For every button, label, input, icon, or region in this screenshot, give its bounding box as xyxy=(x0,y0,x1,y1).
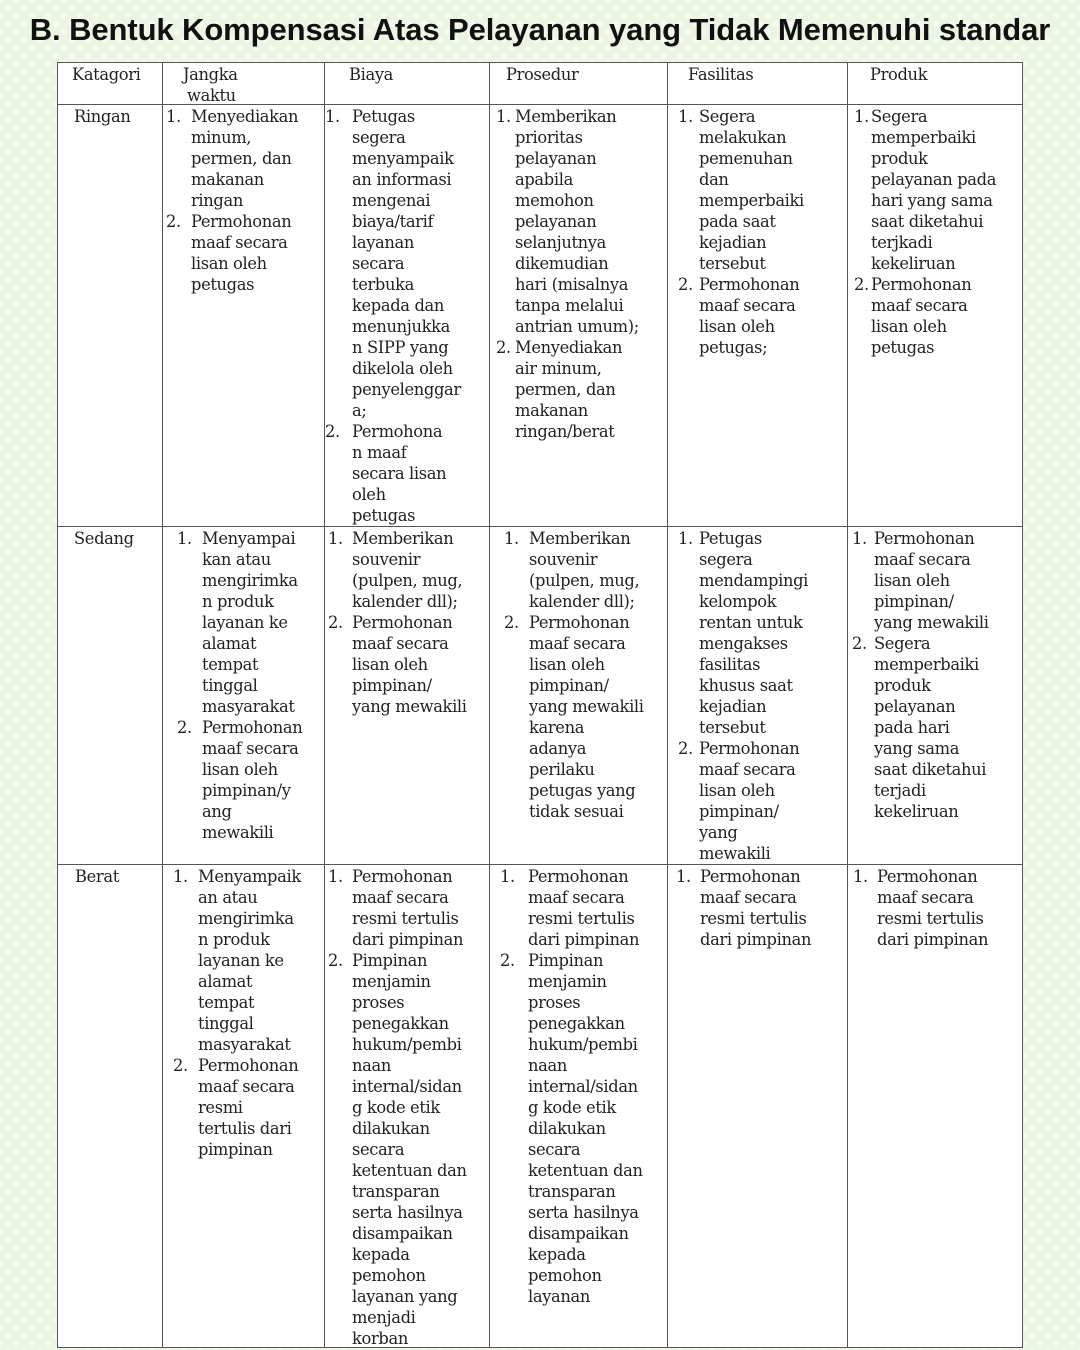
item-number: 2. xyxy=(328,613,343,632)
item-text: Pimpinan menjamin proses penegakkan hukum/pembi naan internal/sidan g kode etik dilakukan secara ketentuan dan transparan serta hasilnya disampaikan kepada pemohon layanan xyxy=(528,951,643,1306)
item-text: Permohonan maaf secara lisan oleh petugas xyxy=(871,275,972,357)
item-list xyxy=(668,528,847,864)
item-text: Memberikan souvenir (pulpen, mug, kalender dll); xyxy=(352,529,463,611)
cell-biaya xyxy=(325,865,490,1347)
item-number: 1. xyxy=(852,529,867,548)
item-list xyxy=(848,866,1022,950)
item-number: 1. xyxy=(325,107,340,126)
item-text: Segera memperbaiki produk pelayanan pada hari yang sama saat diketahui terjkadi kekeliruan xyxy=(871,107,997,273)
item-number: 2. xyxy=(173,1056,188,1075)
item-number: 1. xyxy=(500,867,515,886)
item-text: Petugas segera mendampingi kelompok rentan untuk mengakses fasilitas khusus saat kejadian tersebut xyxy=(699,529,809,737)
cell-jangka-waktu xyxy=(163,105,325,527)
list-item xyxy=(852,633,1022,822)
item-text: Permohonan maaf secara resmi tertulis dari pimpinan xyxy=(198,1056,299,1159)
category-cell xyxy=(58,527,163,865)
item-number: 2. xyxy=(500,951,515,970)
list-item xyxy=(166,211,324,295)
page-title: B. Bentuk Kompensasi Atas Pelayanan yang Tidak Memenuhi standar xyxy=(29,12,1051,47)
item-text: Permohonan maaf secara lisan oleh pimpinan/ yang mewakili xyxy=(699,739,800,863)
item-list xyxy=(325,866,489,1347)
list-item xyxy=(496,337,667,442)
item-text: Permohonan maaf secara lisan oleh pimpinan/ yang mewakili xyxy=(352,613,467,716)
item-list xyxy=(668,106,847,358)
item-list xyxy=(163,866,324,1160)
header-cell-produk xyxy=(848,63,1022,105)
item-list xyxy=(490,528,667,822)
list-item xyxy=(173,1055,324,1160)
item-text: Memberikan souvenir (pulpen, mug, kalender dll); xyxy=(529,529,640,611)
item-number: 2. xyxy=(504,613,519,632)
item-text: Permohonan maaf secara resmi tertulis dari pimpinan xyxy=(877,867,989,949)
cell-jangka-waktu xyxy=(163,865,325,1347)
header-cell-fasilitas xyxy=(668,63,848,105)
cell-fasilitas xyxy=(668,105,848,527)
list-item xyxy=(678,106,847,274)
header-label: Fasilitas xyxy=(688,65,754,84)
header-label: Biaya xyxy=(349,65,394,84)
list-item xyxy=(678,528,847,738)
header-cell-prosedur xyxy=(490,63,668,105)
item-number: 2. xyxy=(177,718,192,737)
item-text: Petugas segera menyampaik an informasi mengenai biaya/tarif layanan secara terbuka kepada dan menunjukka n SIPP yang dikelola oleh penyelenggar a; xyxy=(352,107,461,420)
compensation-table xyxy=(57,62,1023,1348)
item-text: Menyampai kan atau mengirimka n produk layanan ke alamat tempat tinggal masyarakat xyxy=(202,529,298,716)
item-list xyxy=(848,106,1022,358)
cell-produk xyxy=(848,865,1022,1347)
item-text: Permohonan maaf secara lisan oleh pimpinan/ yang mewakili xyxy=(874,529,989,632)
item-text: Permohonan maaf secara lisan oleh petugas; xyxy=(699,275,800,357)
item-number: 1. xyxy=(678,529,693,548)
list-item xyxy=(500,950,667,1307)
list-item xyxy=(328,528,489,612)
item-text: Permohonan maaf secara resmi tertulis dari pimpinan xyxy=(528,867,640,949)
item-text: Permohona n maaf secara lisan oleh petugas xyxy=(352,422,447,525)
item-number: 2. xyxy=(854,275,869,294)
list-item xyxy=(678,274,847,358)
item-number: 2. xyxy=(328,951,343,970)
cell-jangka-waktu xyxy=(163,527,325,865)
cell-biaya xyxy=(325,527,490,865)
list-item xyxy=(500,866,667,950)
header-label: Katagori xyxy=(72,65,141,84)
list-item xyxy=(854,274,1022,358)
category-label: Sedang xyxy=(74,529,134,548)
item-text: Permohonan maaf secara resmi tertulis dari pimpinan xyxy=(352,867,464,949)
cell-biaya xyxy=(325,105,490,527)
item-number: 1. xyxy=(504,529,519,548)
header-cell-biaya xyxy=(325,63,490,105)
list-item xyxy=(504,528,667,612)
header-label: Prosedur xyxy=(506,65,579,84)
header-label: Produk xyxy=(870,65,928,84)
list-item xyxy=(177,528,324,717)
item-number: 1. xyxy=(496,107,511,126)
cell-produk xyxy=(848,105,1022,527)
list-item xyxy=(852,528,1022,633)
list-item xyxy=(177,717,324,843)
item-number: 1. xyxy=(678,107,693,126)
item-number: 1. xyxy=(853,867,868,886)
item-number: 1. xyxy=(177,529,192,548)
item-list xyxy=(325,528,489,717)
cell-prosedur xyxy=(490,105,668,527)
item-text: Menyediakan minum, permen, dan makanan ringan xyxy=(191,107,299,210)
cell-prosedur xyxy=(490,527,668,865)
list-item xyxy=(854,106,1022,274)
list-item xyxy=(496,106,667,337)
cell-prosedur xyxy=(490,865,668,1347)
list-item xyxy=(676,866,847,950)
list-item xyxy=(328,866,489,950)
header-cell-category xyxy=(58,63,163,105)
list-item xyxy=(173,866,324,1055)
item-text: Pimpinan menjamin proses penegakkan hukum/pembi naan internal/sidan g kode etik dilakukan secara ketentuan dan transparan serta hasilnya disampaikan kepada pemohon layanan yang menjadi korban xyxy=(352,951,467,1347)
item-text: Menyampaik an atau mengirimka n produk layanan ke alamat tempat tinggal masyarakat xyxy=(198,867,301,1054)
item-text: Permohonan maaf secara lisan oleh pimpinan/ yang mewakili karena adanya perilaku petugas yang tidak sesuai xyxy=(529,613,644,821)
item-number: 2. xyxy=(496,338,511,357)
item-text: Permohonan maaf secara lisan oleh pimpinan/y ang mewakili xyxy=(202,718,303,842)
cell-fasilitas xyxy=(668,527,848,865)
item-number: 1. xyxy=(166,107,181,126)
category-cell xyxy=(58,105,163,527)
item-list xyxy=(325,106,489,526)
cell-produk xyxy=(848,527,1022,865)
category-cell xyxy=(58,865,163,1347)
item-list xyxy=(163,106,324,295)
item-list xyxy=(163,528,324,843)
list-item xyxy=(853,866,1022,950)
header-label: Jangka waktu xyxy=(183,65,238,105)
header-cell-jangka-waktu xyxy=(163,63,325,105)
item-text: Segera memperbaiki produk pelayanan pada hari yang sama saat diketahui terjadi kekeliruan xyxy=(874,634,987,821)
item-number: 1. xyxy=(854,107,869,126)
item-text: Permohonan maaf secara resmi tertulis dari pimpinan xyxy=(700,867,812,949)
item-number: 2. xyxy=(325,422,340,441)
category-label: Ringan xyxy=(74,107,131,126)
list-item xyxy=(325,421,489,526)
list-item xyxy=(166,106,324,211)
item-number: 1. xyxy=(328,867,343,886)
item-text: Menyediakan air minum, permen, dan makanan ringan/berat xyxy=(515,338,623,441)
item-text: Segera melakukan pemenuhan dan memperbaiki pada saat kejadian tersebut xyxy=(699,107,804,273)
item-list xyxy=(848,528,1022,822)
item-text: Memberikan prioritas pelayanan apabila memohon pelayanan selanjutnya dikemudian hari (misalnya tanpa melalui antrian umum); xyxy=(515,107,639,336)
item-number: 1. xyxy=(676,867,691,886)
item-number: 2. xyxy=(852,634,867,653)
category-label: Berat xyxy=(75,867,119,886)
item-text: Permohonan maaf secara lisan oleh petugas xyxy=(191,212,292,294)
item-number: 2. xyxy=(166,212,181,231)
item-number: 2. xyxy=(678,275,693,294)
item-number: 2. xyxy=(678,739,693,758)
cell-fasilitas xyxy=(668,865,848,1347)
item-list xyxy=(490,106,667,442)
item-number: 1. xyxy=(328,529,343,548)
list-item xyxy=(328,612,489,717)
item-list xyxy=(668,866,847,950)
list-item xyxy=(678,738,847,864)
item-list xyxy=(490,866,667,1307)
item-number: 1. xyxy=(173,867,188,886)
list-item xyxy=(504,612,667,822)
list-item xyxy=(325,106,489,421)
list-item xyxy=(328,950,489,1347)
